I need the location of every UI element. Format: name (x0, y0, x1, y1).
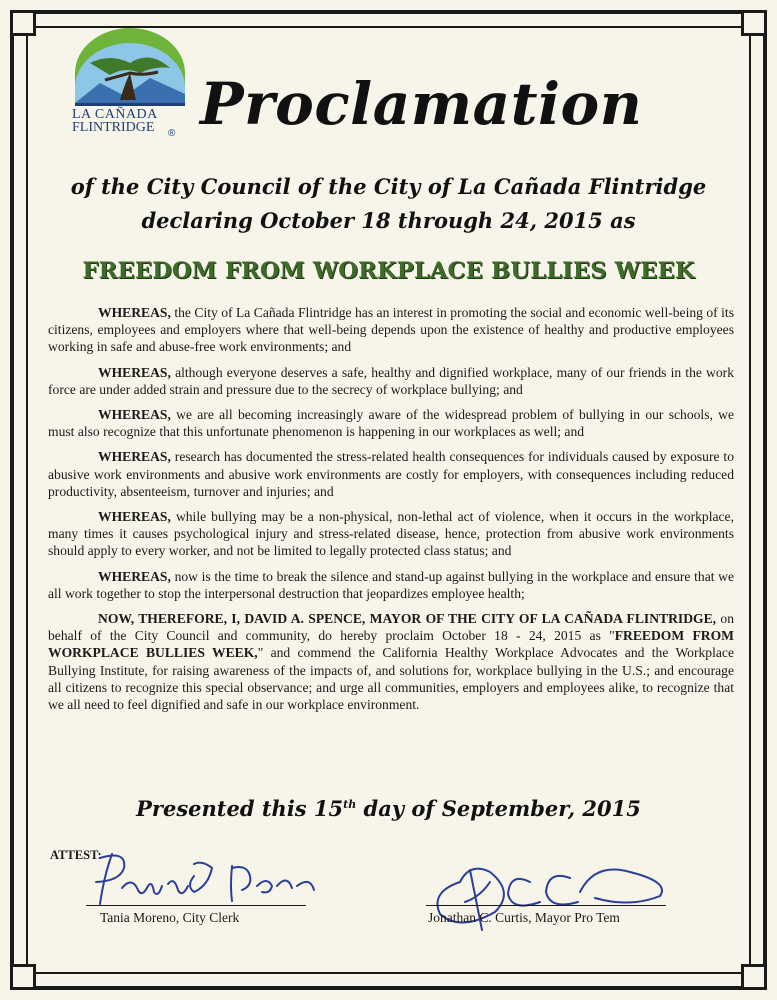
corner-ornament (10, 10, 36, 36)
paragraph-text: research has documented the stress-related health consequences for individuals caused by exposure to abusive work environments and abusive work environments are costly for employers, with consequences including reduced productivity, absenteeism, turnover and injuries; and (48, 449, 734, 499)
proclamation-main-title: FREEDOM FROM WORKPLACE BULLIES WEEK (82, 258, 695, 284)
week-name-bold: FREEDOM FROM WORKPLACE BULLIES WEEK, (48, 628, 734, 661)
registered-mark: ® (168, 128, 176, 139)
whereas-label: WHEREAS, (98, 509, 171, 525)
resolution-label: NOW, THEREFORE, I, DAVID A. SPENCE, MAYOR OF THE CITY OF LA CAÑADA FLINTRIDGE, (98, 611, 717, 627)
corner-ornament (10, 964, 36, 990)
ordinal-suffix: th (343, 798, 357, 811)
whereas-label: WHEREAS, (98, 568, 171, 584)
proclamation-body (48, 304, 734, 721)
attest-label: ATTEST: (50, 848, 102, 862)
whereas-paragraph (48, 406, 734, 440)
whereas-paragraph (48, 304, 734, 356)
whereas-paragraph (48, 508, 734, 560)
paragraph-text: on behalf of the City Council and community, do hereby proclaim October 18 - 24, 2015 as " (48, 611, 734, 644)
resolution-paragraph (48, 610, 734, 713)
whereas-paragraph (48, 448, 734, 500)
signature-line (86, 905, 306, 906)
presented-date (60, 796, 717, 821)
subtitle-council: of the City Council of the City of La Cañada Flintridge (70, 174, 707, 199)
paragraph-text: we are all becoming increasingly aware of the widespread problem of bullying in our schools, we must also recognize that this unfortunate phenomenon is happening in our workplaces as well; and (48, 407, 734, 440)
whereas-label: WHEREAS, (98, 305, 171, 320)
presented-text: day of September, 2015 (356, 796, 641, 821)
paragraph-text: the City of La Cañada Flintridge has an interest in promoting the social and economic well-being of its citizens, employees and employers where that well-being depends upon the existence of healthy and productive employees working in safe and abuse-free work environments; and (48, 305, 734, 355)
paragraph-text: while bullying may be a non-physical, non-lethal act of violence, when it occurs in the workplace, many times it causes psychological injury and stress-related disease, hence, protection from abusive work environments should apply to every worker, and not be limited to legally protected class status; and (48, 509, 734, 559)
whereas-label: WHEREAS, (98, 364, 171, 380)
clerk-name: Tania Moreno, City Clerk (100, 910, 240, 925)
document-title: Proclamation (200, 70, 643, 138)
paragraph-text: " and commend the California Healthy Workplace Advocates and the Workplace Bullying Institute, for raising awareness of the impacts of, and solutions for, workplace bullying in the U.S.; and encourage all citizens to recognize this special observance; and urge all communities, employers and employees alike, to recognize that we all need to feel dignified and safe in our workplace environment. (48, 645, 734, 713)
whereas-label: WHEREAS, (98, 449, 171, 465)
signature-line (426, 905, 666, 906)
paragraph-text: although everyone deserves a safe, healthy and dignified workplace, many of our friends in the work force are under added strain and pressure due to the secrecy of workplace bullying; and (48, 364, 734, 397)
corner-ornament (741, 10, 767, 36)
whereas-paragraph (48, 568, 734, 602)
presented-text: Presented this 15 (136, 796, 344, 821)
whereas-label: WHEREAS, (98, 407, 171, 423)
subtitle-dates: declaring October 18 through 24, 2015 as (141, 208, 636, 233)
logo-name-line2: FLINTRIDGE (72, 120, 155, 135)
paragraph-text: now is the time to break the silence and stand-up against bullying in the workplace and ensure that we all work together to stop the interpersonal destruction that jeopardizes employee health; (48, 568, 734, 601)
whereas-paragraph (48, 364, 734, 398)
corner-ornament (741, 964, 767, 990)
logo-name-line1: LA CAÑADA (72, 107, 158, 122)
mayor-pro-tem-name: Jonathan C. Curtis, Mayor Pro Tem (428, 910, 620, 925)
